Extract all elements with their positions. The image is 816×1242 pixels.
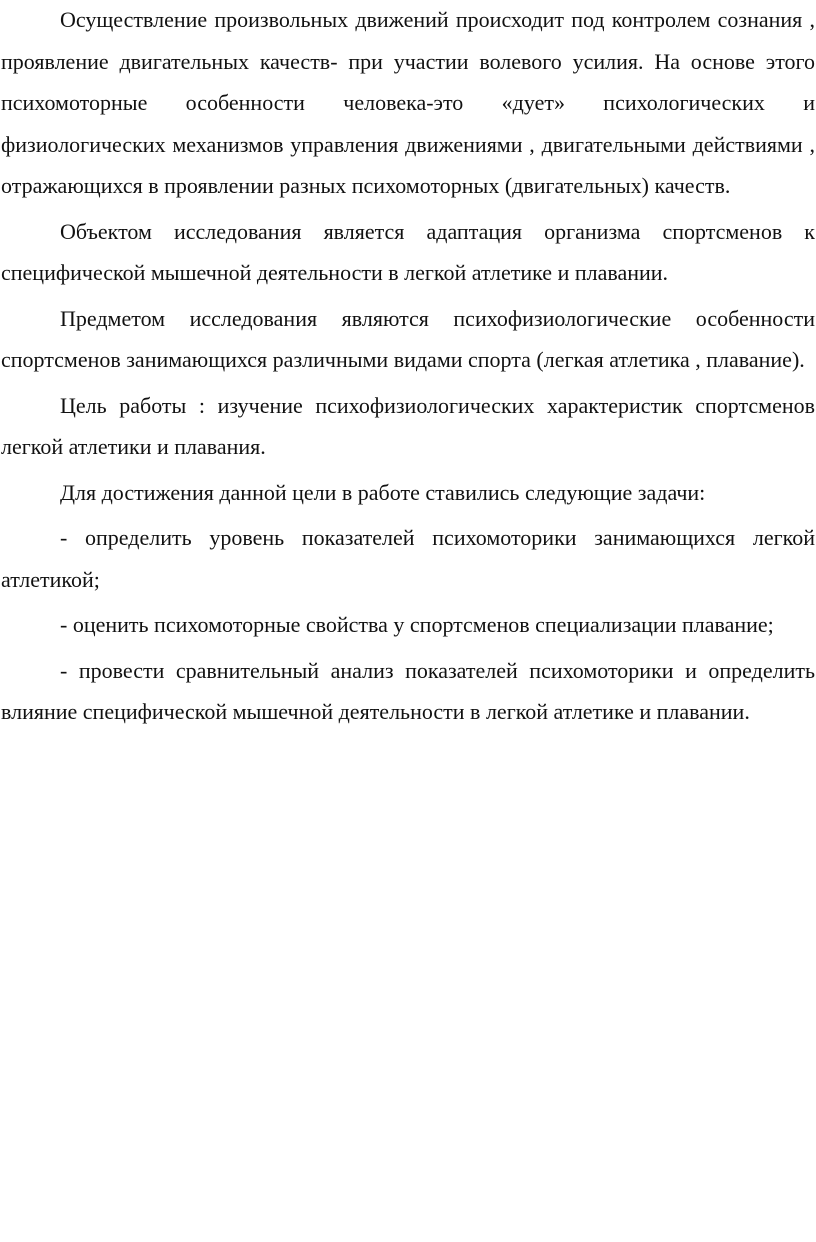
list-item-task-3: - провести сравнительный анализ показателей психомоторики и определить влияние специфической мышечной деятельности в легкой атлетике и плавании. — [1, 657, 815, 724]
list-item-task-1: - определить уровень показателей психомоторики занимающихся легкой атлетикой; — [1, 525, 815, 592]
paragraph-work-goal: Цель работы : изучение психофизиологических характеристик спортсменов легкой атлетики и плавания. — [1, 392, 815, 459]
paragraph-research-object: Объектом исследования является адаптация организма спортсменов к специфической мышечной деятельности в легкой атлетике и плавании. — [1, 218, 815, 285]
paragraph-research-subject: Предметом исследования являются психофизиологические особенности спортсменов занимающихся различными видами спорта (легкая атлетика , плавание). — [1, 305, 815, 372]
paragraph-tasks-intro: Для достижения данной цели в работе ставились следующие задачи: — [60, 479, 706, 505]
paragraph-psychomotor-intro: Осуществление произвольных движений происходит под контролем сознания , проявление двигательных качеств- при участии волевого усилия. На основе этого психомоторные особенности человека-это «дует» психологических и физиологических механизмов управления движениями , двигательными действиями , отражающихся в проявлении разных психомоторных (двигательных) качеств. — [1, 7, 815, 198]
list-item-task-2: - оценить психомоторные свойства у спортсменов специализации плавание; — [60, 612, 774, 637]
